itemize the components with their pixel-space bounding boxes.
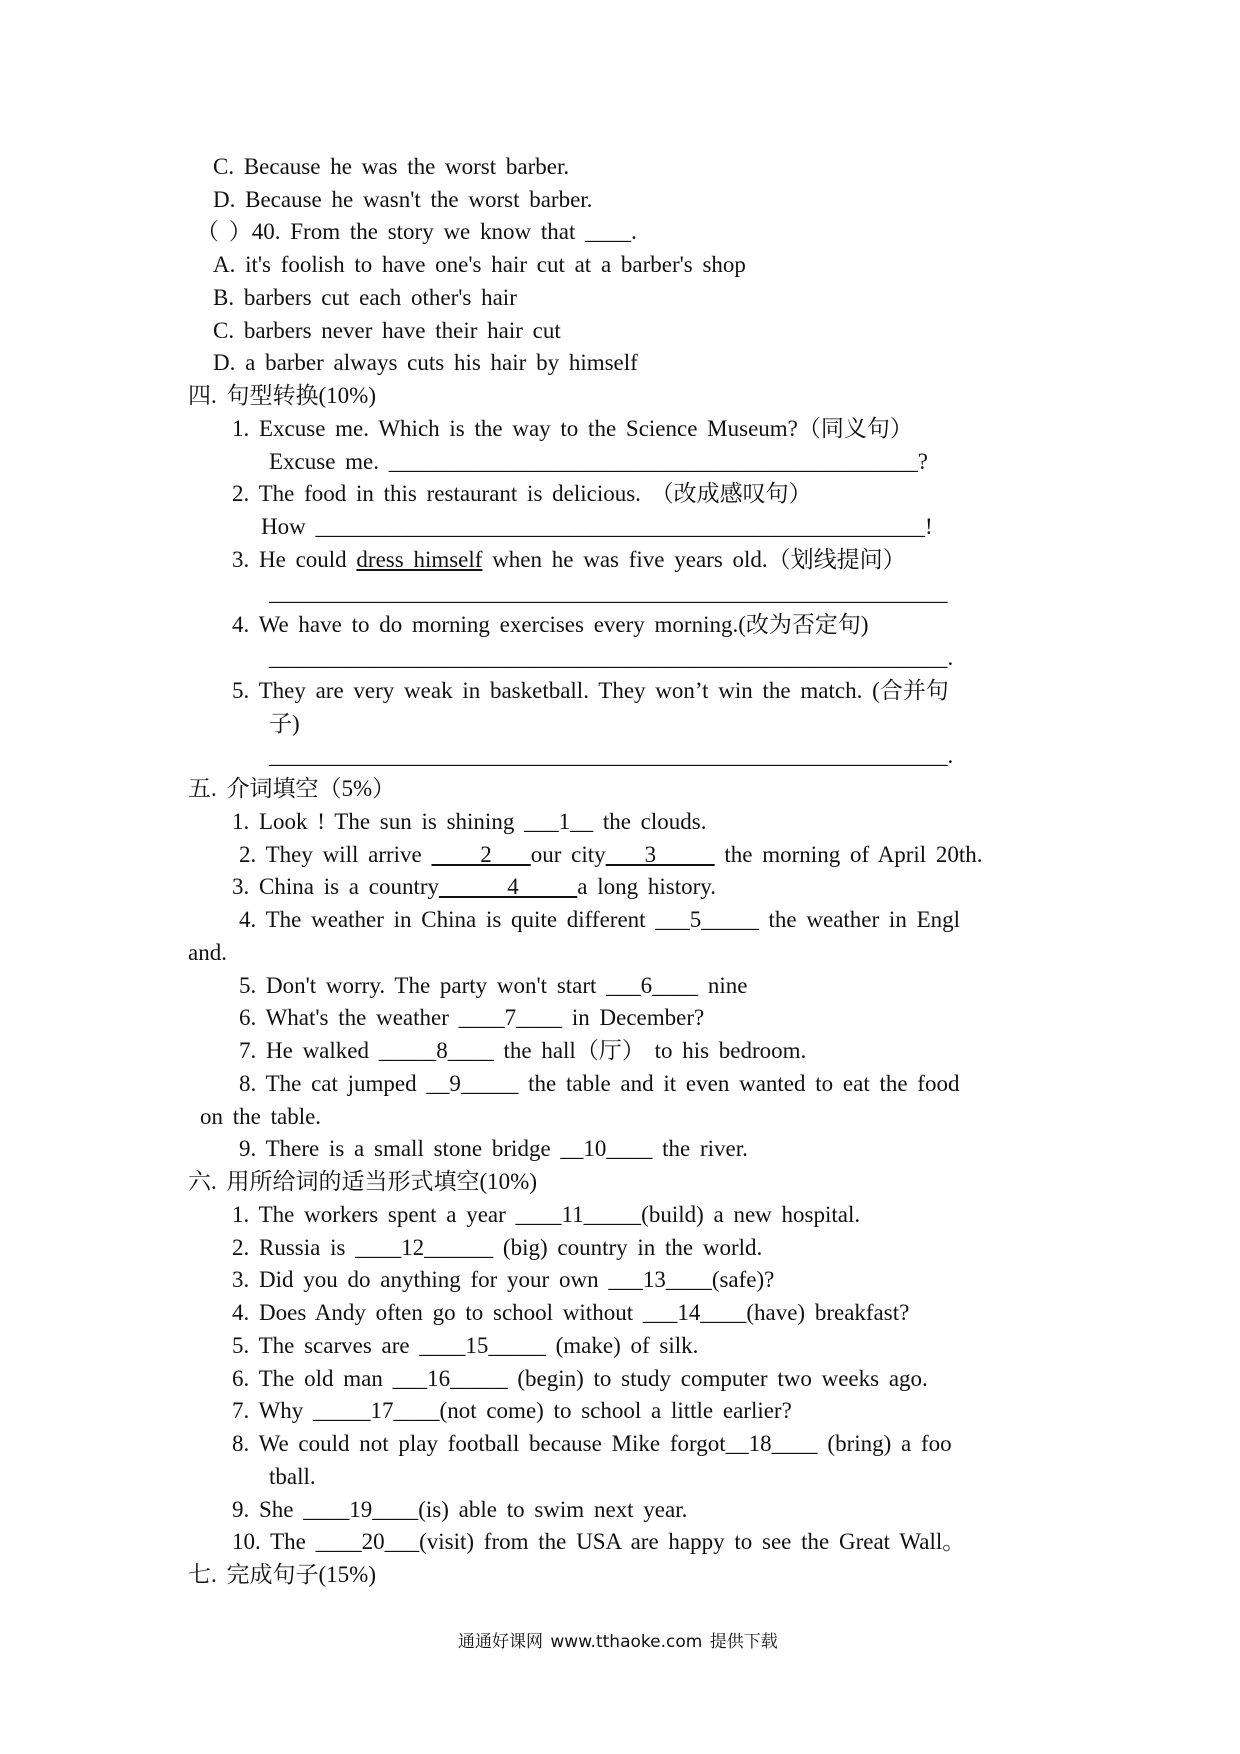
section-4-heading: 四. 句型转换(10%): [188, 383, 376, 408]
part5-item-4: 4. The weather in China is quite different ___5_____ the weather in Engl: [239, 907, 961, 932]
q40-question: （ ）40. From the story we know that ____.: [196, 219, 637, 244]
q40-option-c: C. barbers never have their hair cut: [213, 318, 561, 343]
part5-blank-3: 3: [605, 842, 715, 867]
part5-item-2-c: our city: [530, 842, 606, 867]
part4-item-3-answer: ___________________________________________________________: [269, 580, 948, 605]
part5-item-2-a: 2. They will arrive: [239, 842, 432, 867]
part4-item-5-answer: ___________________________________________________________.: [269, 743, 954, 768]
part5-item-4-cont: and.: [188, 940, 227, 965]
q40-option-d: D. a barber always cuts his hair by himself: [213, 350, 638, 375]
part6-item-2: 2. Russia is ____12______ (big) country in the world.: [232, 1235, 763, 1260]
part5-blank-2: 2: [431, 842, 531, 867]
part5-item-5: 5. Don't worry. The party won't start ___6____ nine: [239, 973, 748, 998]
section-5-heading: 五. 介词填空（5%）: [188, 776, 396, 801]
part4-item-1-answer: Excuse me. ______________________________________________?: [269, 449, 928, 474]
part6-item-10: 10. The ____20___(visit) from the USA are happy to see the Great Wall。: [232, 1529, 966, 1554]
part5-item-2-e: the morning of April 20th.: [714, 842, 983, 867]
section-6-heading: 六. 用所给词的适当形式填空(10%): [188, 1169, 537, 1194]
page-footer: 通通好课网 www.tthaoke.com 提供下载: [458, 1632, 778, 1652]
part4-item-3-underlined: dress himself: [356, 547, 483, 572]
part4-item-1: 1. Excuse me. Which is the way to the Science Museum?（同义句）: [232, 416, 913, 441]
part4-item-2-answer: How _____________________________________________________!: [261, 514, 933, 539]
part5-item-3-c: a long history.: [577, 874, 716, 899]
q39-option-d: D. Because he wasn't the worst barber.: [213, 187, 593, 212]
part5-item-1: 1. Look ! The sun is shining ___1__ the clouds.: [232, 809, 707, 834]
part5-item-9: 9. There is a small stone bridge __10____ the river.: [239, 1136, 748, 1161]
part6-item-7: 7. Why _____17____(not come) to school a little earlier?: [232, 1398, 792, 1423]
part4-item-3: [232, 545, 906, 575]
part4-item-4-answer: ___________________________________________________________.: [269, 645, 954, 670]
part6-item-4: 4. Does Andy often go to school without ___14____(have) breakfast?: [232, 1300, 910, 1325]
part5-item-6: 6. What's the weather ____7____ in December?: [239, 1005, 705, 1030]
part6-item-8: 8. We could not play football because Mike forgot__18____ (bring) a foo: [232, 1431, 952, 1456]
part6-item-5: 5. The scarves are ____15_____ (make) of silk.: [232, 1333, 699, 1358]
part5-item-2: [239, 840, 983, 870]
q39-option-c: C. Because he was the worst barber.: [213, 154, 570, 179]
section-7-heading: 七. 完成句子(15%): [188, 1562, 376, 1587]
q40-option-b: B. barbers cut each other's hair: [213, 285, 517, 310]
part6-item-1: 1. The workers spent a year ____11_____(build) a new hospital.: [232, 1202, 861, 1227]
part5-item-3-a: 3. China is a country: [232, 874, 439, 899]
part5-item-8-cont: on the table.: [200, 1104, 322, 1129]
part4-item-4: 4. We have to do morning exercises every morning.(改为否定句): [232, 612, 869, 637]
part5-blank-4: 4: [439, 874, 578, 899]
part5-item-3: [232, 872, 716, 902]
part6-item-6: 6. The old man ___16_____ (begin) to study computer two weeks ago.: [232, 1366, 928, 1391]
part4-item-5: 5. They are very weak in basketball. They won’t win the match. (合并句: [232, 678, 949, 703]
part4-item-5-cont: 子): [269, 711, 300, 736]
part4-item-3-post: when he was five years old.（划线提问）: [482, 547, 906, 572]
part6-item-8-cont: tball.: [269, 1464, 316, 1489]
part6-item-9: 9. She ____19____(is) able to swim next year.: [232, 1497, 688, 1522]
part5-item-8: 8. The cat jumped __9_____ the table and it even wanted to eat the food: [239, 1071, 960, 1096]
part6-item-3: 3. Did you do anything for your own ___13____(safe)?: [232, 1267, 775, 1292]
q40-option-a: A. it's foolish to have one's hair cut at a barber's shop: [213, 252, 746, 277]
part4-item-2: 2. The food in this restaurant is delicious. （改成感叹句）: [232, 481, 812, 506]
part5-item-7: 7. He walked _____8____ the hall（厅） to his bedroom.: [239, 1038, 807, 1063]
part4-item-3-pre: 3. He could: [232, 547, 357, 572]
